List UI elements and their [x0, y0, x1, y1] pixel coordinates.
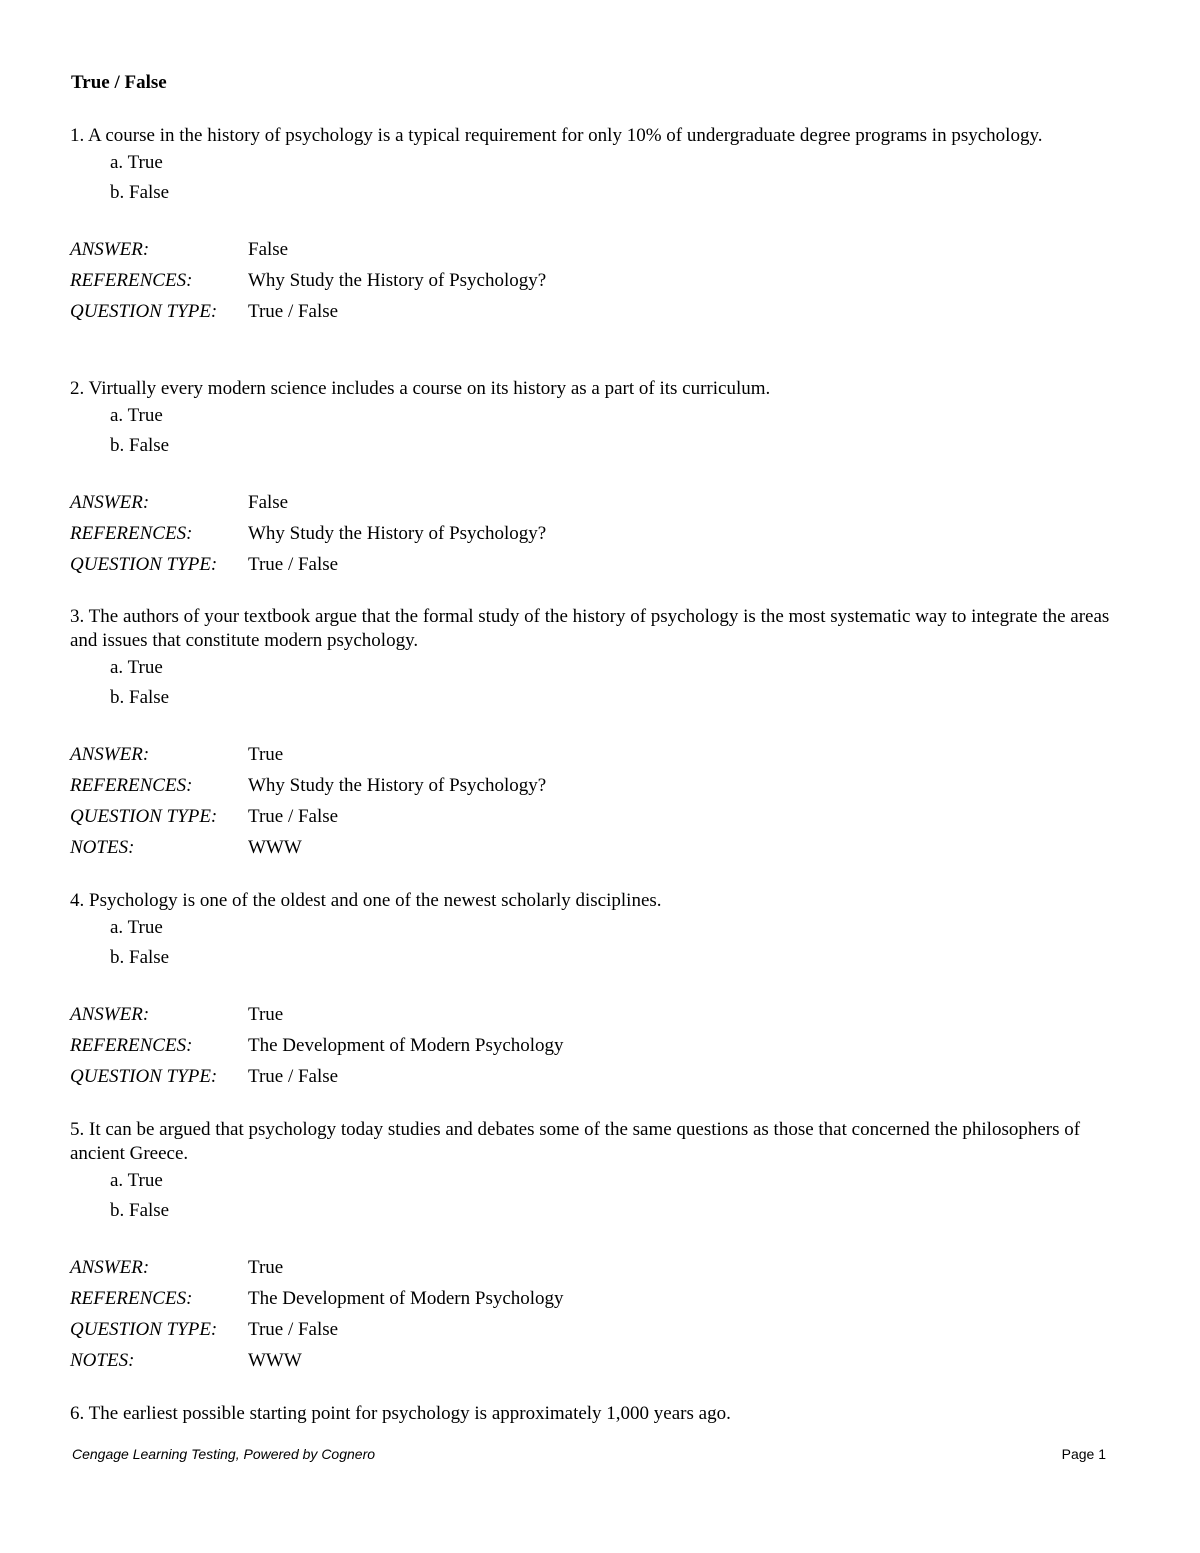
choice-b: [110, 943, 1130, 999]
footer-page-number: Page 1: [1061, 1446, 1106, 1462]
question-4: [70, 889, 1130, 1092]
question-type-label: QUESTION TYPE:: [70, 1066, 218, 1087]
answer-value: True: [248, 1004, 284, 1025]
choice-b-text: b. False: [110, 435, 170, 456]
answer-value: False: [248, 492, 289, 513]
answer-row: [70, 234, 1130, 265]
notes-value: WWW: [248, 1350, 302, 1371]
references-row: [70, 1283, 1130, 1314]
answer-value: True: [248, 744, 284, 765]
notes-value: WWW: [248, 837, 302, 858]
references-label: REFERENCES:: [70, 270, 193, 291]
choice-b-text: b. False: [110, 687, 170, 708]
choice-b: [110, 431, 1130, 487]
answer-row: [70, 487, 1130, 518]
notes-label: NOTES:: [70, 1350, 135, 1371]
notes-row: [70, 1345, 1130, 1376]
references-row: [70, 1030, 1130, 1061]
references-label: REFERENCES:: [70, 1288, 193, 1309]
choice-a: a. True: [110, 152, 163, 173]
answer-label: ANSWER:: [70, 239, 150, 260]
question-stem: 4. Psychology is one of the oldest and one of the newest scholarly disciplines.: [70, 890, 662, 911]
choice-b: [110, 683, 1130, 739]
footer-publisher: Cengage Learning Testing, Powered by Cognero: [72, 1446, 376, 1462]
answer-label: ANSWER:: [70, 1004, 150, 1025]
question-type-value: True / False: [248, 806, 339, 827]
question-type-row: [70, 1314, 1130, 1345]
question-3: [70, 605, 1130, 863]
question-type-value: True / False: [248, 554, 339, 575]
question-type-value: True / False: [248, 1319, 339, 1340]
choice-b: [110, 1196, 1130, 1252]
references-row: [70, 518, 1130, 549]
choice-a: a. True: [110, 405, 163, 426]
answer-row: [70, 1252, 1130, 1283]
choice-a: a. True: [110, 917, 163, 938]
references-value: The Development of Modern Psychology: [248, 1035, 564, 1056]
section-title: True / False: [71, 72, 167, 93]
answer-label: ANSWER:: [70, 492, 150, 513]
question-stem: 1. A course in the history of psychology is a typical requirement for only 10% of undergraduate degree programs in psychology.: [70, 125, 1043, 146]
references-label: REFERENCES:: [70, 523, 193, 544]
references-value: Why Study the History of Psychology?: [248, 270, 547, 291]
question-stem: 2. Virtually every modern science includes a course on its history as a part of its curriculum.: [70, 378, 771, 399]
question-type-row: [70, 296, 1130, 327]
question-type-label: QUESTION TYPE:: [70, 554, 218, 575]
question-5: [70, 1118, 1130, 1376]
question-stem: 3. The authors of your textbook argue that the formal study of the history of psychology is the most systematic way to integrate the areas and issues that constitute modern psychology.: [70, 606, 1110, 651]
question-2: [70, 377, 1130, 580]
references-value: Why Study the History of Psychology?: [248, 523, 547, 544]
choice-a: a. True: [110, 657, 163, 678]
question-type-label: QUESTION TYPE:: [70, 301, 218, 322]
notes-row: [70, 832, 1130, 863]
question-6: [70, 1402, 1130, 1426]
question-type-row: [70, 549, 1130, 580]
question-type-value: True / False: [248, 301, 339, 322]
choice-b-text: b. False: [110, 947, 170, 968]
references-value: Why Study the History of Psychology?: [248, 775, 547, 796]
question-stem: 5. It can be argued that psychology today studies and debates some of the same questions as those that concerned the philosophers of ancient Greece.: [70, 1119, 1081, 1164]
notes-label: NOTES:: [70, 837, 135, 858]
question-type-row: [70, 1061, 1130, 1092]
question-type-row: [70, 801, 1130, 832]
references-label: REFERENCES:: [70, 775, 193, 796]
choice-b: [110, 178, 1130, 234]
references-value: The Development of Modern Psychology: [248, 1288, 564, 1309]
references-row: [70, 265, 1130, 296]
question-type-label: QUESTION TYPE:: [70, 1319, 218, 1340]
answer-row: [70, 739, 1130, 770]
answer-row: [70, 999, 1130, 1030]
choice-a: a. True: [110, 1170, 163, 1191]
question-type-value: True / False: [248, 1066, 339, 1087]
question-type-label: QUESTION TYPE:: [70, 806, 218, 827]
answer-label: ANSWER:: [70, 1257, 150, 1278]
answer-value: True: [248, 1257, 284, 1278]
references-label: REFERENCES:: [70, 1035, 193, 1056]
answer-label: ANSWER:: [70, 744, 150, 765]
question-stem: 6. The earliest possible starting point for psychology is approximately 1,000 years ago.: [70, 1403, 731, 1424]
choice-b-text: b. False: [110, 1200, 170, 1221]
question-1: [70, 124, 1130, 327]
references-row: [70, 770, 1130, 801]
answer-value: False: [248, 239, 289, 260]
choice-b-text: b. False: [110, 182, 170, 203]
